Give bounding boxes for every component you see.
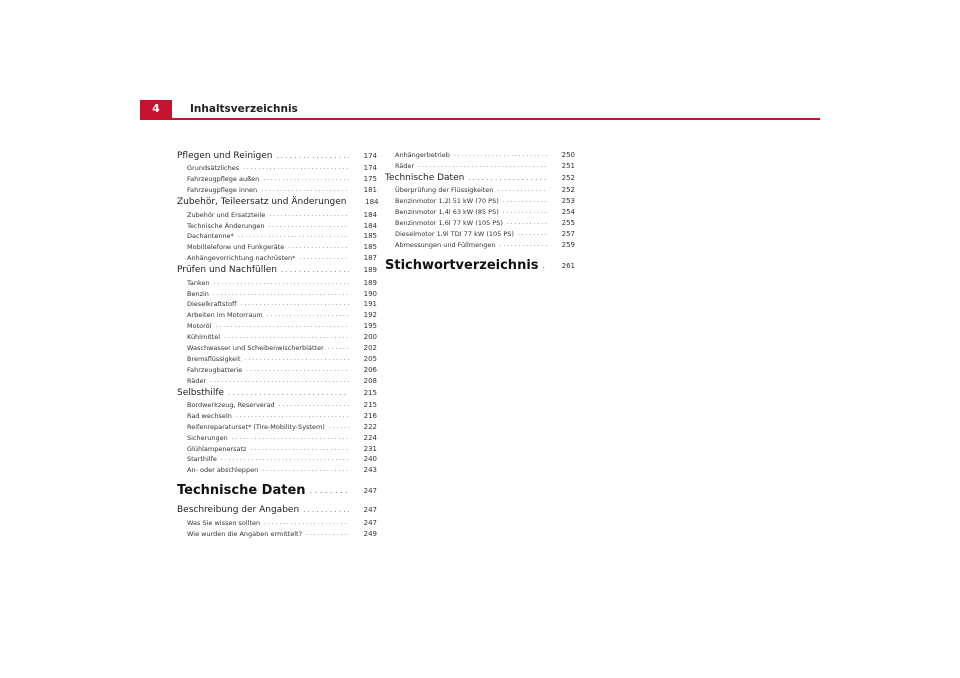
toc-leader-dots — [269, 210, 349, 221]
toc-entry-title: An- oder abschleppen — [187, 466, 259, 475]
toc-entry-title: Motoröl — [187, 322, 212, 331]
toc-entry[interactable] — [177, 465, 377, 476]
toc-entry[interactable] — [177, 411, 377, 422]
toc-entry-page: 215 — [363, 401, 377, 410]
toc-entry[interactable] — [177, 185, 377, 196]
toc-entry-title: Überprüfung der Flüssigkeiten — [395, 186, 494, 195]
toc-entry-title: Fahrzeugbatterie — [187, 365, 243, 374]
toc-entry-page: 261 — [561, 261, 575, 270]
toc-entry[interactable] — [177, 174, 377, 185]
toc-entry-page: 247 — [363, 518, 377, 527]
toc-entry-title: Tanken — [187, 278, 210, 287]
toc-entry-page: 192 — [363, 311, 377, 320]
toc-entry-page: 202 — [363, 343, 377, 352]
toc-entry[interactable] — [385, 185, 575, 196]
toc-entry-page: 255 — [561, 218, 575, 227]
toc-entry[interactable] — [177, 365, 377, 376]
toc-entry[interactable] — [177, 332, 377, 343]
toc-entry-page: 189 — [363, 278, 377, 287]
toc-entry[interactable] — [177, 376, 377, 387]
toc-leader-dots — [264, 518, 349, 529]
toc-entry-title: Pflegen und Reinigen — [177, 151, 273, 161]
header-divider — [140, 118, 820, 120]
toc-entry-page: 185 — [363, 232, 377, 241]
toc-entry-title: Benzinmotor 1,2l 51 kW (70 PS) — [395, 197, 499, 206]
toc-leader-dots — [507, 218, 547, 229]
toc-entry-page: 243 — [363, 466, 377, 475]
toc-entry[interactable] — [385, 240, 575, 251]
toc-entry-title: Bordwerkzeug, Reserverad — [187, 401, 275, 410]
toc-entry[interactable] — [177, 196, 377, 210]
toc-entry[interactable] — [385, 218, 575, 229]
toc-entry-page: 251 — [561, 161, 575, 170]
toc-entry[interactable] — [177, 343, 377, 354]
toc-leader-dots — [518, 229, 547, 240]
toc-entry-title: Glühlampenersatz — [187, 444, 247, 453]
toc-entry[interactable] — [177, 518, 377, 529]
toc-entry-title: Waschwasser und Scheibenwischerblätter — [187, 343, 324, 352]
toc-entry[interactable] — [385, 229, 575, 240]
toc-leader-dots — [213, 289, 349, 300]
toc-leader-dots — [329, 422, 349, 433]
toc-entry-page: 250 — [561, 150, 575, 159]
toc-leader-dots — [497, 185, 547, 196]
toc-entry[interactable] — [177, 433, 377, 444]
toc-right-column — [385, 150, 575, 277]
toc-entry-page: 184 — [363, 210, 377, 219]
toc-entry-page: 205 — [363, 354, 377, 363]
toc-leader-dots — [267, 310, 349, 321]
toc-entry-page: 257 — [561, 229, 575, 238]
toc-leader-dots — [246, 365, 349, 376]
toc-leader-dots — [232, 433, 349, 444]
toc-entry[interactable] — [177, 387, 377, 401]
toc-entry-title: Fahrzeugpflege innen — [187, 186, 258, 195]
toc-leader-dots — [224, 332, 349, 343]
toc-leader-dots — [281, 264, 349, 278]
toc-leader-dots — [268, 221, 349, 232]
toc-entry-title: Was Sie wissen sollten — [187, 518, 261, 527]
toc-entry-page: 175 — [363, 175, 377, 184]
toc-entry-title: Grundsätzliches — [187, 164, 240, 173]
toc-entry-title: Zubehör und Ersatzteile — [187, 210, 266, 219]
toc-entry-title: Räder — [395, 161, 415, 170]
toc-entry-title: Dachantenne* — [187, 232, 234, 241]
toc-entry-page: 259 — [561, 240, 575, 249]
toc-leader-dots — [288, 242, 349, 253]
toc-entry-title: Rad wechseln — [187, 411, 232, 420]
toc-entry[interactable] — [177, 454, 377, 465]
toc-entry-page: 247 — [363, 506, 377, 515]
toc-entry-title: Zubehör, Teileersatz und Änderungen — [177, 197, 347, 208]
toc-entry[interactable] — [385, 255, 575, 277]
toc-entry-title: Abmessungen und Füllmengen — [395, 240, 496, 249]
page-title: Inhaltsverzeichnis — [190, 103, 298, 115]
toc-entry-title: Anhängerbetrieb — [395, 150, 450, 159]
toc-leader-dots — [241, 299, 349, 310]
toc-entry-title: Arbeiten im Motorraum — [187, 311, 263, 320]
toc-entry-page: 190 — [363, 289, 377, 298]
toc-entry-title: Fahrzeugpflege außen — [187, 175, 260, 184]
toc-entry-title: Selbsthilfe — [177, 387, 225, 398]
toc-leader-dots — [503, 207, 547, 218]
toc-entry-page: 215 — [363, 388, 377, 397]
toc-entry[interactable] — [177, 310, 377, 321]
toc-leader-dots — [279, 400, 349, 411]
toc-entry[interactable] — [177, 504, 377, 518]
toc-entry[interactable] — [177, 480, 377, 502]
toc-leader-dots — [418, 161, 547, 172]
toc-entry[interactable] — [385, 161, 575, 172]
toc-entry[interactable] — [177, 299, 377, 310]
toc-entry[interactable] — [177, 422, 377, 433]
toc-entry[interactable] — [177, 264, 377, 278]
toc-entry-page: 254 — [561, 208, 575, 217]
toc-entry[interactable] — [385, 196, 575, 207]
toc-entry-title: Beschreibung der Angaben — [177, 505, 300, 516]
toc-leader-dots — [214, 278, 349, 289]
toc-entry-page: 252 — [561, 186, 575, 195]
toc-entry-page: 174 — [363, 164, 377, 173]
toc-leader-dots — [303, 504, 349, 518]
toc-entry-title: Technische Daten — [385, 172, 465, 183]
toc-leader-dots — [468, 172, 547, 186]
toc-entry-title: Dieselmotor 1,9l TDI 77 kW (105 PS) — [395, 229, 514, 238]
page-number-badge — [140, 100, 172, 118]
toc-leader-dots — [328, 343, 349, 354]
toc-entry[interactable] — [177, 242, 377, 253]
toc-entry-page: 187 — [363, 254, 377, 263]
toc-entry[interactable] — [385, 207, 575, 218]
toc-entry-title: Prüfen und Nachfüllen — [177, 265, 277, 276]
toc-leader-dots — [276, 150, 349, 164]
toc-entry-page: 174 — [363, 152, 377, 160]
toc-entry-title: Bremsflüssigkeit — [187, 354, 241, 363]
toc-leader-dots — [210, 376, 349, 387]
toc-entry[interactable] — [177, 150, 377, 164]
toc-leader-dots — [306, 529, 349, 540]
toc-leader-dots — [299, 253, 349, 264]
toc-leader-dots — [250, 444, 349, 455]
toc-entry-page: 189 — [363, 266, 377, 275]
toc-leader-dots — [263, 174, 349, 185]
toc-leader-dots — [499, 240, 547, 251]
page-number: 4 — [152, 102, 160, 115]
toc-entry-title: Wie wurden die Angaben ermittelt? — [187, 529, 303, 538]
toc-leader-dots — [454, 150, 547, 161]
toc-entry-page: 185 — [363, 243, 377, 252]
toc-entry-title: Anhängevorrichtung nachrüsten* — [187, 254, 296, 263]
toc-entry[interactable] — [177, 221, 377, 232]
toc-entry-page: 195 — [363, 322, 377, 331]
toc-leader-dots — [245, 354, 349, 365]
toc-entry[interactable] — [385, 150, 575, 161]
toc-entry[interactable] — [385, 172, 575, 186]
toc-leader-dots — [221, 454, 349, 465]
toc-entry-title: Starthilfe — [187, 455, 217, 464]
toc-leader-dots — [261, 185, 349, 196]
toc-entry-page: 252 — [561, 173, 575, 182]
toc-entry-title: Benzinmotor 1,4l 63 kW (85 PS) — [395, 208, 499, 217]
toc-entry-page: 184 — [363, 221, 377, 230]
toc-leader-dots — [238, 231, 349, 242]
toc-leader-dots — [228, 387, 349, 401]
toc-entry[interactable] — [177, 253, 377, 264]
toc-entry[interactable] — [177, 164, 377, 175]
toc-leader-dots — [310, 480, 349, 502]
toc-entry[interactable] — [177, 210, 377, 221]
toc-entry-title: Technische Änderungen — [187, 221, 265, 230]
toc-leader-dots — [503, 196, 547, 207]
toc-entry[interactable] — [177, 231, 377, 242]
toc-entry[interactable] — [177, 321, 377, 332]
toc-entry[interactable] — [177, 278, 377, 289]
toc-leader-dots — [262, 465, 349, 476]
toc-entry-page: 216 — [363, 411, 377, 420]
toc-entry-page: 181 — [363, 186, 377, 195]
toc-entry-title: Kühlmittel — [187, 333, 221, 342]
toc-entry-title: Räder — [187, 376, 207, 385]
toc-entry-title: Sicherungen — [187, 433, 228, 442]
toc-entry[interactable] — [177, 444, 377, 455]
toc-entry-page: 253 — [561, 197, 575, 206]
toc-entry[interactable] — [177, 289, 377, 300]
toc-entry-page: 249 — [363, 529, 377, 538]
toc-entry-title: Benzinmotor 1,6l 77 kW (105 PS) — [395, 218, 503, 227]
toc-entry-page: 184 — [365, 198, 379, 207]
toc-entry-title: Stichwortverzeichnis — [385, 257, 539, 273]
toc-entry-title: Reifenreparaturset* (Tire-Mobility-System) — [187, 422, 325, 431]
toc-entry-page: 200 — [363, 333, 377, 342]
toc-entry-page: 222 — [363, 422, 377, 431]
toc-entry-page: 208 — [363, 376, 377, 385]
toc-left-column — [177, 150, 377, 540]
toc-entry-title: Dieselkraftstoff — [187, 300, 237, 309]
toc-entry-page: 240 — [363, 455, 377, 464]
toc-leader-dots — [215, 321, 349, 332]
toc-entry-page: 206 — [363, 365, 377, 374]
toc-entry-title: Mobiltelefone und Funkgeräte — [187, 243, 285, 252]
toc-entry[interactable] — [177, 400, 377, 411]
toc-entry-page: 231 — [363, 444, 377, 453]
toc-entry-page: 191 — [363, 300, 377, 309]
toc-entry[interactable] — [177, 354, 377, 365]
toc-leader-dots — [243, 163, 349, 174]
toc-entry[interactable] — [177, 529, 377, 540]
toc-leader-dots — [236, 411, 349, 422]
toc-entry-page: 247 — [363, 487, 377, 496]
toc-entry-title: Benzin — [187, 289, 209, 298]
toc-entry-page: 224 — [363, 433, 377, 442]
toc-entry-title: Technische Daten — [177, 483, 306, 499]
